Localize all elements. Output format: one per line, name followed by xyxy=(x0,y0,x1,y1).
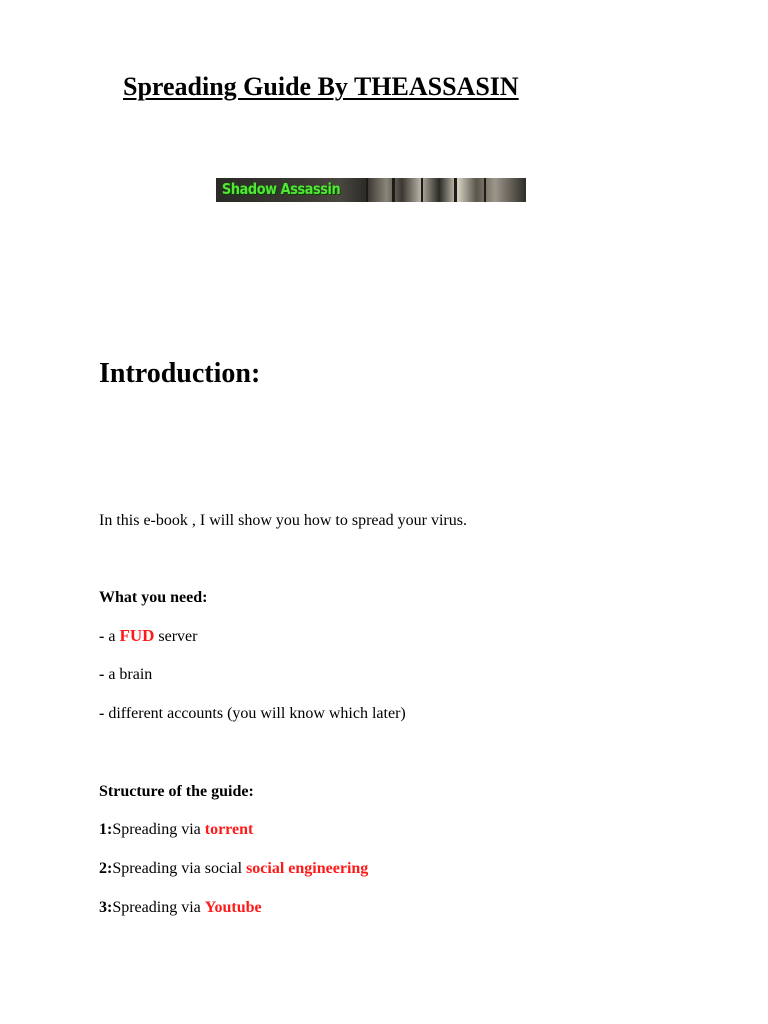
structure-item-text: Spreading via xyxy=(112,899,205,916)
shadow-assassin-banner-image xyxy=(216,178,526,202)
intro-paragraph: In this e-book , I will show you how to spread your virus. xyxy=(99,512,467,529)
highlight-fud: FUD xyxy=(119,626,155,645)
list-number: 2: xyxy=(99,860,113,877)
structure-item-text: Spreading via social xyxy=(112,860,247,877)
needs-item-brain xyxy=(99,665,152,685)
highlight-torrent: torrent xyxy=(204,821,254,838)
needs-item-accounts xyxy=(99,704,406,724)
needs-item-text: a brain xyxy=(108,666,153,683)
list-bullet: - xyxy=(99,705,109,722)
banner-shadow-stripe xyxy=(366,178,368,202)
needs-item-suffix: server xyxy=(154,628,198,645)
list-bullet: - xyxy=(99,666,109,683)
needs-item-fud-server xyxy=(99,626,197,647)
banner-label: Shadow Assassin xyxy=(222,180,341,198)
introduction-heading: Introduction: xyxy=(99,358,261,389)
highlight-social-engineering: social engineering xyxy=(246,860,369,877)
structure-item-social-engineering xyxy=(99,859,368,879)
banner-shadow-stripe xyxy=(484,178,486,202)
banner-shadow-stripe xyxy=(421,178,423,202)
needs-item-prefix: a xyxy=(108,628,120,645)
structure-item-youtube xyxy=(99,898,262,918)
list-number: 3: xyxy=(99,899,113,916)
structure-item-torrent xyxy=(99,820,253,840)
structure-heading: Structure of the guide: xyxy=(99,783,254,800)
needs-item-text: different accounts (you will know which later) xyxy=(108,705,406,722)
list-bullet: - xyxy=(99,628,109,645)
document-title: Spreading Guide By THEASSASIN xyxy=(123,72,519,101)
banner-shadow-stripe xyxy=(454,178,457,202)
needs-heading: What you need: xyxy=(99,589,208,606)
banner-shadow-stripe xyxy=(392,178,395,202)
highlight-youtube: Youtube xyxy=(204,899,262,916)
structure-item-text: Spreading via xyxy=(112,821,205,838)
list-number: 1: xyxy=(99,821,113,838)
